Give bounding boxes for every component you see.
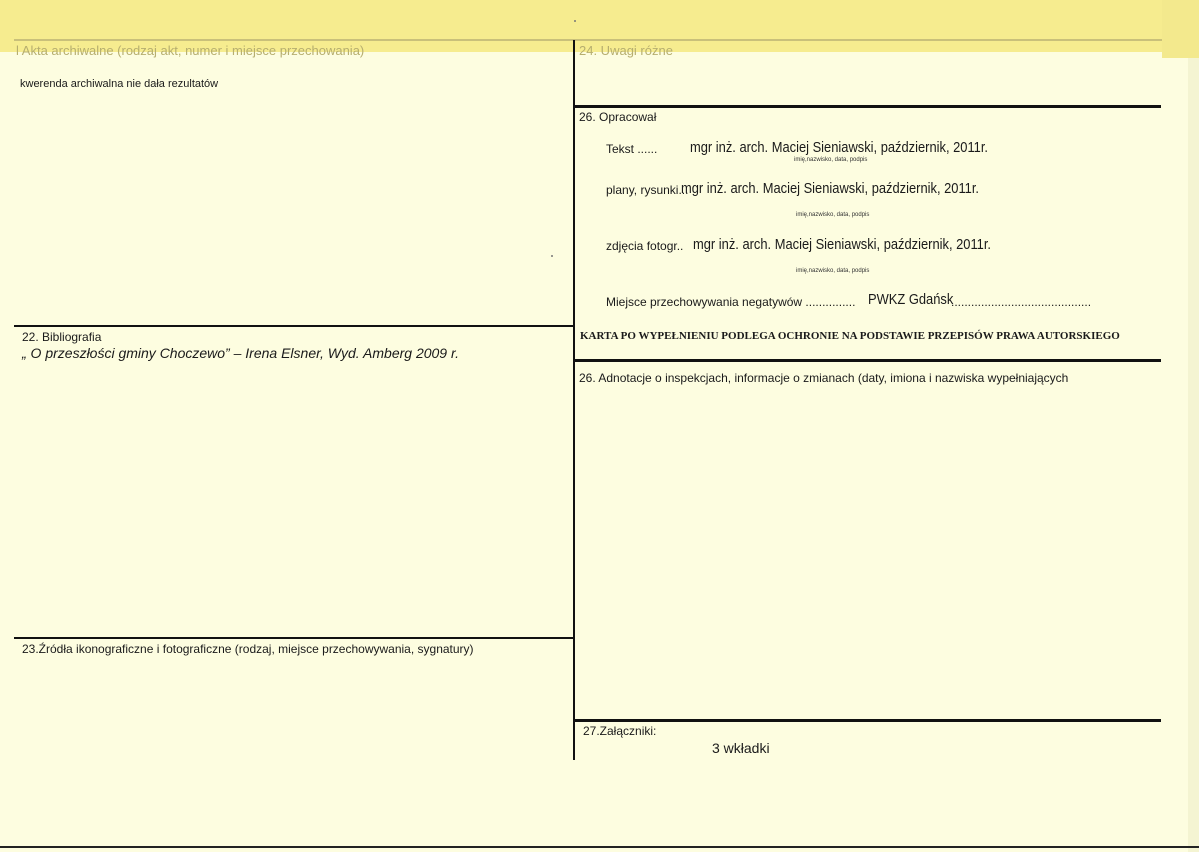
scan-speck bbox=[551, 255, 553, 257]
photos-caption: imię,nazwisko, data, podpis bbox=[796, 268, 870, 274]
right-page-edge bbox=[1188, 58, 1199, 852]
plans-author: mgr inż. arch. Maciej Sieniawski, październik, 2011r. bbox=[681, 180, 980, 197]
section26-title: 26. Opracował bbox=[579, 110, 657, 124]
text-label: Tekst ...... bbox=[606, 142, 658, 156]
bottom-edge bbox=[0, 846, 1199, 848]
attachments-value: 3 wkładki bbox=[712, 740, 770, 756]
negatives-dots: .......................................... bbox=[951, 295, 1092, 309]
section27-title: 27.Załączniki: bbox=[583, 724, 657, 738]
rule-section27 bbox=[574, 719, 1161, 722]
plans-label: plany, rysunki... bbox=[606, 183, 689, 197]
section26b-title: 26. Adnotacje o inspekcjach, informacje o zmianach (daty, imiona i nazwiska wypełniających bbox=[579, 371, 1069, 385]
negatives-location: PWKZ Gdańsk bbox=[868, 291, 954, 308]
rule-section22 bbox=[14, 325, 574, 327]
negatives-label: Miejsce przechowywania negatywów ............... bbox=[606, 295, 856, 309]
section24-title: 24. Uwagi różne bbox=[579, 43, 673, 58]
rule-section23 bbox=[14, 637, 574, 639]
center-divider bbox=[573, 40, 575, 760]
top-rule bbox=[14, 39, 1162, 41]
rule-section26 bbox=[574, 105, 1161, 108]
rule-section26b bbox=[574, 359, 1161, 362]
section21-title: l Akta archiwalne (rodzaj akt, numer i miejsce przechowania) bbox=[16, 43, 365, 58]
archive-note: kwerenda archiwalna nie dała rezultatów bbox=[20, 78, 219, 90]
photos-label: zdjęcia fotogr.. bbox=[606, 239, 684, 253]
section23-title: 23.Źródła ikonograficzne i fotograficzne (rodzaj, miejsce przechowywania, sygnatury) bbox=[22, 642, 474, 656]
plans-caption: imię,nazwisko, data, podpis bbox=[796, 212, 870, 218]
scan-speck-top bbox=[574, 20, 576, 22]
copyright-notice: KARTA PO WYPEŁNIENIU PODLEGA OCHRONIE NA PODSTAWIE PRZEPISÓW PRAWA AUTORSKIEGO bbox=[580, 330, 1120, 342]
photos-author: mgr inż. arch. Maciej Sieniawski, październik, 2011r. bbox=[693, 236, 992, 253]
text-caption: imię,nazwisko, data, podpis bbox=[794, 157, 868, 163]
text-author: mgr inż. arch. Maciej Sieniawski, październik, 2011r. bbox=[690, 139, 989, 156]
bibliography-entry: „ O przeszłości gminy Choczewo” – Irena Elsner, Wyd. Amberg 2009 r. bbox=[22, 345, 460, 361]
top-yellow-band-edge bbox=[1162, 0, 1199, 58]
section22-title: 22. Bibliografia bbox=[22, 330, 102, 344]
